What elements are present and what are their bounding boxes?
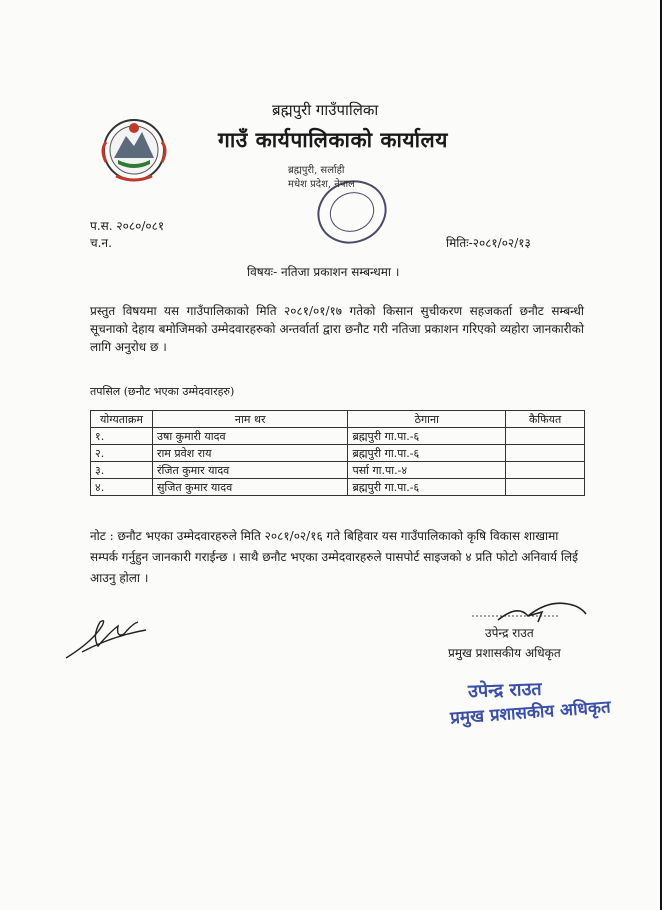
name-cell: उषा कुमारी यादव — [152, 428, 348, 445]
rank-cell: ३. — [91, 462, 153, 479]
column-header: कैफियत — [506, 411, 585, 428]
rank-cell: २. — [91, 445, 153, 462]
address-cell: ब्रह्मपुरी गा.पा.-६ — [348, 445, 506, 462]
candidates-table — [90, 410, 585, 496]
remarks-cell — [506, 428, 585, 445]
rank-cell: ४. — [91, 479, 153, 496]
rank-cell: १. — [91, 428, 153, 445]
stamp-title: प्रमुख प्रशासकीय अधिकृत — [449, 697, 612, 729]
table-row — [91, 479, 585, 496]
remarks-cell — [506, 479, 585, 496]
office-name: ब्रह्मपुरी गाउँपालिका — [272, 101, 379, 119]
table-caption: तपसिल (छनौट भएका उम्मेदवारहरु) — [90, 385, 235, 398]
remarks-cell — [506, 462, 585, 479]
remarks-cell — [506, 445, 585, 462]
chalani-number: च.न. — [90, 236, 112, 250]
patra-sankhya: प.स. २०८०/०८१ — [90, 219, 165, 233]
body-paragraph: प्रस्तुत विषयमा यस गाउँपालिकाको मिति २०८१/०१/१७ गतेको किसान सुचीकरण सहजकर्ता छनौट सम्बन्धी सूचनाको देहाय बमोजिमको उम्मेदवारहरुको अन्तर्वार्ता द्वारा छनौट गरी नतिजा प्रकाशन गरिएको व्यहोरा जानकारीको लागि अनुरोध छ । — [90, 304, 584, 354]
address-cell: पर्सा गा.पा.-४ — [348, 462, 506, 479]
address-cell: ब्रह्मपुरी गा.पा.-६ — [348, 479, 506, 496]
note-paragraph: नोट : छनौट भएका उम्मेदवारहरुले मिति २०८१/०२/१६ गते बिहिवार यस गाउँपालिकाको कृषि विकास शाखामा सम्पर्क गर्नुहुन जानकारी गराईन्छ । साथै छनौट भएका उम्मेदवारहरुले पासपोर्ट साइजको ४ प्रति फोटो अनिवार्य लिई आउनु होला । — [90, 529, 578, 585]
address-cell: ब्रह्मपुरी गा.पा.-६ — [348, 428, 506, 445]
signatory-name: उपेन्द्र राउत — [485, 626, 534, 640]
location-line-2: मधेश प्रदेश, नेपाल — [288, 179, 355, 190]
name-cell: रंजित कुमार यादव — [152, 462, 348, 479]
table-row — [91, 445, 585, 462]
letter-subject: विषयः- नतिजा प्रकाशन सम्बन्धमा । — [247, 265, 400, 279]
government-emblem-icon — [94, 112, 174, 186]
column-header: योग्यताक्रम — [91, 411, 153, 428]
table-header-row — [91, 411, 585, 428]
signatory-title: प्रमुख प्रशासकीय अधिकृत — [448, 646, 561, 660]
table-row — [91, 428, 585, 445]
letter-date: मितिः-२०८१/०२/१३ — [446, 236, 531, 250]
column-header: नाम थर — [152, 411, 348, 428]
table-row — [91, 462, 585, 479]
office-location — [288, 164, 355, 192]
column-header: ठेगाना — [348, 411, 506, 428]
location-line-1: ब्रह्मपुरी, सर्लाही — [288, 165, 345, 176]
signature-icon — [62, 612, 148, 662]
name-cell: राम प्रवेश राय — [152, 445, 348, 462]
office-title: गाउँ कार्यपालिकाको कार्यालय — [218, 127, 448, 152]
reference-block — [90, 218, 164, 252]
name-cell: सुजित कुमार यादव — [152, 479, 348, 496]
stamp-name: उपेन्द्र राउत — [467, 678, 542, 703]
